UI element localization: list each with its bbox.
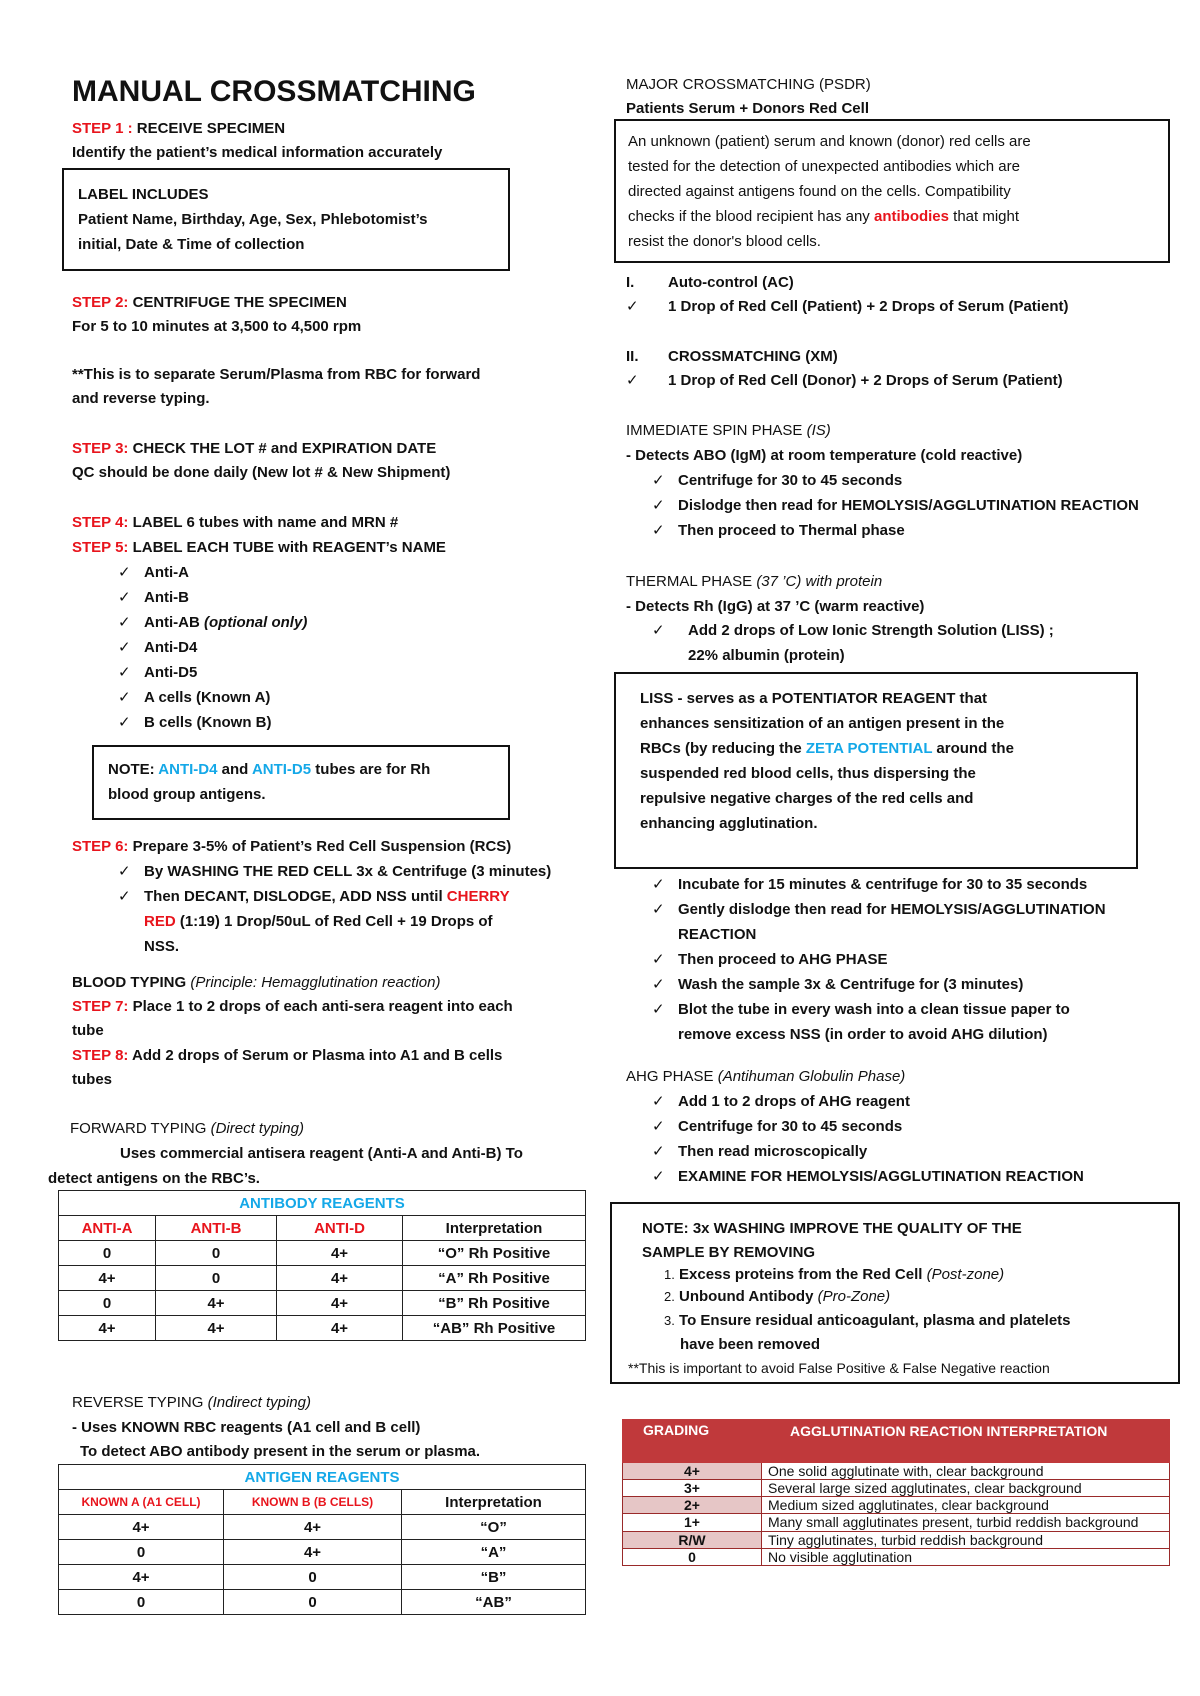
step1-label: STEP 1 : — [72, 120, 133, 137]
ahg-phase-heading: AHG PHASE (Antihuman Globulin Phase) — [626, 1068, 906, 1085]
auto-control-heading: I. Auto-control (AC) — [626, 274, 794, 291]
auto-control-item: ✓ 1 Drop of Red Cell (Patient) + 2 Drops of Serum (Patient) — [626, 294, 1166, 319]
thermal-liss-item: ✓ Add 2 drops of Low Ionic Strength Solution (LISS) ; 22% albumin (protein) — [652, 618, 1172, 668]
ahg-list — [652, 1089, 1182, 1189]
wash-item2: 2. Unbound Antibody (Pro-Zone) — [664, 1288, 891, 1305]
list-item: ✓ Incubate for 15 minutes & centrifuge for 30 to 35 seconds — [652, 872, 1182, 897]
def-line2: tested for the detection of unexpected antibodies which are — [628, 158, 1020, 175]
check-icon: ✓ — [118, 639, 131, 656]
step3 — [72, 436, 436, 461]
check-icon: ✓ — [652, 497, 665, 514]
step4 — [72, 510, 398, 535]
table-row: 0 0 4+ “O” Rh Positive — [59, 1241, 586, 1266]
list-item: ✓ By WASHING THE RED CELL 3x & Centrifuge (3 minutes) — [118, 859, 578, 884]
list-item: ✓ A cells (Known A) — [118, 685, 498, 710]
step6 — [72, 834, 511, 859]
check-icon: ✓ — [652, 522, 665, 539]
step2-note1: **This is to separate Serum/Plasma from RBC for forward — [72, 366, 481, 383]
step6-text: Prepare 3-5% of Patient’s Red Cell Suspension (RCS) — [132, 838, 512, 855]
step6-list — [118, 859, 578, 959]
column-header: ANTI-B — [156, 1216, 277, 1241]
step1-heading: RECEIVE SPECIMEN — [136, 120, 286, 137]
step3-heading: CHECK THE LOT # and EXPIRATION DATE — [132, 440, 437, 457]
reverse-line2: To detect ABO antibody present in the serum or plasma. — [80, 1443, 481, 1460]
list-item: ✓ Then DECANT, DISLODGE, ADD NSS until CHERRY RED (1:19) 1 Drop/50uL of Red Cell + 19 Drops of NSS. — [118, 884, 578, 959]
table-row: R/W Tiny agglutinates, turbid reddish background — [623, 1532, 1170, 1549]
check-icon: ✓ — [652, 1118, 665, 1135]
list-item: ✓ Anti-AB (optional only) — [118, 610, 498, 635]
washing-note-box — [610, 1202, 1180, 1384]
table-row: 2+ Medium sized agglutinates, clear background — [623, 1497, 1170, 1514]
table-row: 0 0 “AB” — [59, 1590, 586, 1615]
list-item: ✓ Anti-B — [118, 585, 498, 610]
list-item: ✓ Anti-A — [118, 560, 498, 585]
check-icon: ✓ — [652, 976, 665, 993]
page-title: MANUAL CROSSMATCHING — [72, 75, 476, 108]
step5-label: STEP 5: — [72, 539, 129, 556]
step2-note2: and reverse typing. — [72, 390, 210, 407]
table-title: ANTIBODY REAGENTS — [59, 1191, 586, 1216]
wash-item3: 3. To Ensure residual anticoagulant, plasma and platelets — [664, 1312, 1071, 1329]
label-includes-box — [62, 168, 510, 271]
check-icon: ✓ — [118, 614, 131, 631]
step2 — [72, 290, 347, 315]
step2-heading: CENTRIFUGE THE SPECIMEN — [132, 294, 347, 311]
step7: STEP 7: Place 1 to 2 drops of each anti-sera reagent into each — [72, 998, 513, 1015]
thermal-steps-list — [652, 872, 1182, 1047]
check-icon: ✓ — [652, 622, 665, 639]
check-icon: ✓ — [118, 863, 131, 880]
list-item: ✓ Blot the tube in every wash into a clean tissue paper to remove excess NSS (in order to avoid AHG dilution) — [652, 997, 1182, 1047]
column-header: ANTI-D — [277, 1216, 403, 1241]
liss-line1: LISS - serves as a POTENTIATOR REAGENT that — [640, 690, 988, 707]
list-item: ✓ Centrifuge for 30 to 45 seconds — [652, 468, 1192, 493]
table-row: 0 4+ 4+ “B” Rh Positive — [59, 1291, 586, 1316]
wash-line2: SAMPLE BY REMOVING — [642, 1244, 816, 1261]
check-icon: ✓ — [118, 888, 131, 905]
def-line5: resist the donor's blood cells. — [628, 233, 821, 250]
check-icon: ✓ — [652, 1143, 665, 1160]
rh-note-box — [92, 745, 510, 820]
wash-item3-cont: have been removed — [680, 1336, 821, 1353]
column-header: Interpretation — [403, 1216, 586, 1241]
reverse-typing-heading: REVERSE TYPING (Indirect typing) — [72, 1394, 311, 1411]
list-item: ✓ Add 1 to 2 drops of AHG reagent — [652, 1089, 1182, 1114]
forward-typing-heading: FORWARD TYPING (Direct typing) — [70, 1120, 304, 1137]
xm-item: ✓ 1 Drop of Red Cell (Donor) + 2 Drops of Serum (Patient) — [626, 368, 1166, 393]
list-item: ✓ EXAMINE FOR HEMOLYSIS/AGGLUTINATION REACTION — [652, 1164, 1182, 1189]
liss-line6: enhancing agglutination. — [640, 815, 818, 832]
step4-label: STEP 4: — [72, 514, 129, 531]
list-item: ✓ Anti-D5 — [118, 660, 498, 685]
liss-line4: suspended red blood cells, thus dispersing the — [640, 765, 976, 782]
step5-text: LABEL EACH TUBE with REAGENT’s NAME — [132, 539, 446, 556]
is-phase-list — [652, 468, 1192, 543]
optional-note: (optional only) — [204, 614, 308, 631]
interpretation-header: AGGLUTINATION REACTION INTERPRETATION — [762, 1420, 1170, 1458]
xm-heading: II. CROSSMATCHING (XM) — [626, 348, 838, 365]
thermal-phase-heading: THERMAL PHASE (37 ’C) with protein — [626, 573, 883, 590]
list-item: ✓ Then proceed to Thermal phase — [652, 518, 1192, 543]
def-line1: An unknown (patient) serum and known (donor) red cells are — [628, 133, 1031, 150]
step1-text: Identify the patient’s medical information accurately — [72, 144, 443, 161]
check-icon: ✓ — [652, 951, 665, 968]
label-box-line2: initial, Date & Time of collection — [78, 236, 305, 253]
list-item: ✓ Gently dislodge then read for HEMOLYSIS/AGGLUTINATION REACTION — [652, 897, 1182, 947]
check-icon: ✓ — [652, 1001, 665, 1018]
rh-note-line2: blood group antigens. — [108, 786, 266, 803]
step3-text: QC should be done daily (New lot # & New Shipment) — [72, 464, 451, 481]
table-row: 3+ Several large sized agglutinates, clear background — [623, 1480, 1170, 1497]
column-header: ANTI-A — [59, 1216, 156, 1241]
liss-line2: enhances sensitization of an antigen present in the — [640, 715, 1005, 732]
list-item: ✓ Anti-D4 — [118, 635, 498, 660]
check-icon: ✓ — [652, 876, 665, 893]
reverse-line1: - Uses KNOWN RBC reagents (A1 cell and B cell) — [72, 1419, 421, 1436]
step4-text: LABEL 6 tubes with name and MRN # — [132, 514, 399, 531]
list-item: ✓ Centrifuge for 30 to 45 seconds — [652, 1114, 1182, 1139]
table-row: 4+ 4+ “O” — [59, 1515, 586, 1540]
list-item: ✓ Then proceed to AHG PHASE — [652, 947, 1182, 972]
label-box-title: LABEL INCLUDES — [78, 186, 209, 203]
liss-line5: repulsive negative charges of the red cells and — [640, 790, 974, 807]
grading-header: GRADING — [623, 1420, 762, 1458]
def-line4: checks if the blood recipient has any antibodies that might — [628, 208, 1020, 225]
def-line3: directed against antigens found on the cells. Compatibility — [628, 183, 1011, 200]
grading-table — [622, 1419, 1170, 1566]
step7-cont: tube — [72, 1022, 104, 1039]
rh-note-line1: NOTE: ANTI-D4 and ANTI-D5 tubes are for Rh — [108, 761, 431, 778]
table-title: ANTIGEN REAGENTS — [59, 1465, 586, 1490]
is-phase-line: - Detects ABO (IgM) at room temperature (cold reactive) — [626, 447, 1023, 464]
check-icon: ✓ — [626, 372, 639, 389]
liss-line3: RBCs (by reducing the ZETA POTENTIAL around the — [640, 740, 1014, 757]
check-icon: ✓ — [118, 564, 131, 581]
major-crossmatching-sub: Patients Serum + Donors Red Cell — [626, 100, 869, 117]
table-row: 1+ Many small agglutinates present, turbid reddish background — [623, 1514, 1170, 1532]
table-row: 4+ 4+ 4+ “AB” Rh Positive — [59, 1316, 586, 1341]
wash-line1: NOTE: 3x WASHING IMPROVE THE QUALITY OF THE — [642, 1220, 1022, 1237]
step3-label: STEP 3: — [72, 440, 129, 457]
table-row: 4+ 0 4+ “A” Rh Positive — [59, 1266, 586, 1291]
list-item: ✓ Dislodge then read for HEMOLYSIS/AGGLUTINATION REACTION — [652, 493, 1192, 518]
step6-label: STEP 6: — [72, 838, 129, 855]
check-icon: ✓ — [118, 714, 131, 731]
step8: STEP 8: Add 2 drops of Serum or Plasma into A1 and B cells — [72, 1047, 503, 1064]
thermal-phase-line: - Detects Rh (IgG) at 37 ’C (warm reactive) — [626, 598, 925, 615]
major-crossmatching-heading: MAJOR CROSSMATCHING (PSDR) — [626, 76, 871, 93]
liss-box — [614, 672, 1138, 869]
check-icon: ✓ — [118, 689, 131, 706]
check-icon: ✓ — [652, 1168, 665, 1185]
step5-list — [118, 560, 498, 735]
list-item: ✓ Then read microscopically — [652, 1139, 1182, 1164]
step2-label: STEP 2: — [72, 294, 129, 311]
blood-typing-heading: BLOOD TYPING (Principle: Hemagglutination reaction) — [72, 974, 441, 991]
check-icon: ✓ — [652, 1093, 665, 1110]
column-header: KNOWN B (B CELLS) — [224, 1490, 402, 1515]
check-icon: ✓ — [652, 472, 665, 489]
antibody-reagents-table — [58, 1190, 586, 1341]
table-row: 4+ One solid agglutinate with, clear background — [623, 1463, 1170, 1480]
step2-text: For 5 to 10 minutes at 3,500 to 4,500 rpm — [72, 318, 362, 335]
label-box-line1: Patient Name, Birthday, Age, Sex, Phlebotomist’s — [78, 211, 428, 228]
table-row: 4+ 0 “B” — [59, 1565, 586, 1590]
antigen-reagents-table — [58, 1464, 586, 1615]
wash-item1: 1. Excess proteins from the Red Cell (Post-zone) — [664, 1266, 1005, 1283]
forward-line2: detect antigens on the RBC’s. — [48, 1170, 260, 1187]
crossmatch-definition-box — [614, 119, 1170, 263]
check-icon: ✓ — [118, 589, 131, 606]
list-item: ✓ Wash the sample 3x & Centrifuge for (3 minutes) — [652, 972, 1182, 997]
check-icon: ✓ — [652, 901, 665, 918]
column-header: KNOWN A (A1 CELL) — [59, 1490, 224, 1515]
step8-cont: tubes — [72, 1071, 113, 1088]
list-item: ✓ B cells (Known B) — [118, 710, 498, 735]
table-row: 0 4+ “A” — [59, 1540, 586, 1565]
wash-footer: **This is important to avoid False Positive & False Negative reaction — [628, 1360, 1050, 1376]
is-phase-heading: IMMEDIATE SPIN PHASE (IS) — [626, 422, 831, 439]
step5 — [72, 535, 446, 560]
check-icon: ✓ — [626, 298, 639, 315]
column-header: Interpretation — [402, 1490, 586, 1515]
step1 — [72, 116, 285, 141]
check-icon: ✓ — [118, 664, 131, 681]
table-row: 0 No visible agglutination — [623, 1549, 1170, 1566]
forward-line1: Uses commercial antisera reagent (Anti-A and Anti-B) To — [120, 1145, 523, 1162]
